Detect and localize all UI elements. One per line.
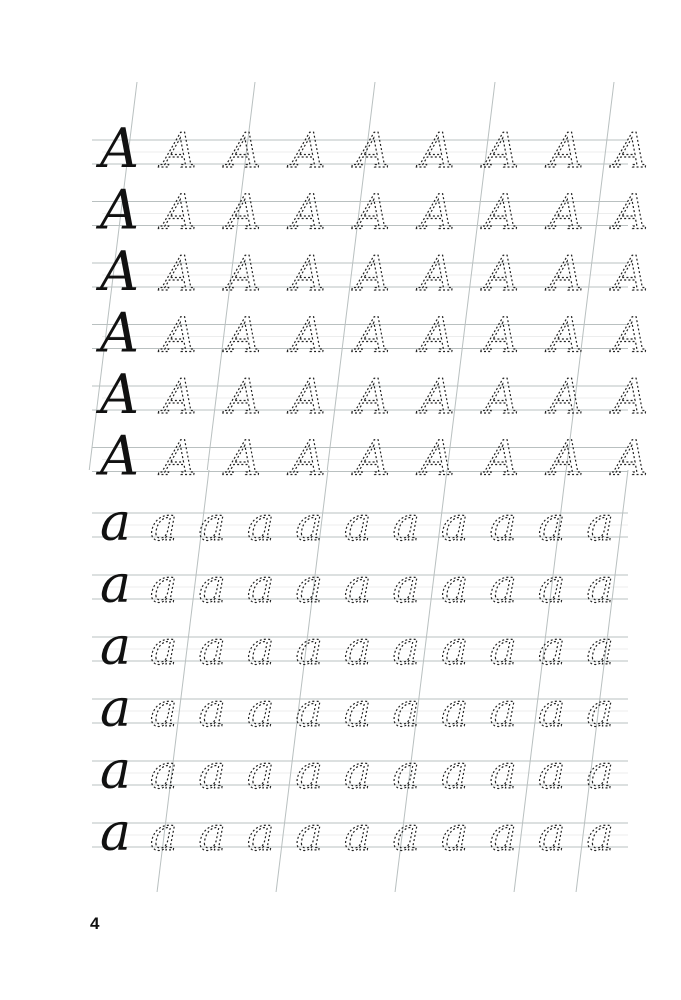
tracing-letter: a (247, 807, 275, 861)
tracing-letter: a (150, 745, 178, 799)
tracing-letter: A (420, 184, 455, 241)
tracing-letter: a (247, 683, 275, 737)
tracing-letter: a (344, 559, 372, 613)
tracing-letter: A (613, 369, 649, 425)
tracing-letter: A (162, 246, 197, 302)
tracing-letter: a (198, 559, 226, 613)
tracing-letter: A (162, 123, 197, 179)
tracing-letter: A (613, 307, 649, 364)
tracing-letter: a (538, 807, 566, 861)
tracing-letter: a (586, 621, 614, 675)
tracing-letter: a (489, 497, 517, 551)
tracing-letter: A (420, 246, 455, 302)
tracing-letter: A (549, 430, 584, 487)
model-letter: A (100, 363, 139, 426)
tracing-letter: a (344, 807, 372, 861)
tracing-letter: a (295, 683, 323, 737)
tracing-letter: A (613, 123, 649, 179)
tracing-letter: A (484, 369, 520, 425)
tracing-letter: A (355, 307, 391, 364)
tracing-letter: A (162, 369, 197, 425)
tracing-letter: a (198, 807, 226, 861)
tracing-letter: A (226, 307, 262, 364)
tracing-letter: a (150, 621, 178, 675)
tracing-letter: a (198, 745, 226, 799)
model-letter: A (100, 117, 139, 180)
model-letter: A (100, 178, 139, 242)
tracing-letter: A (162, 430, 197, 487)
tracing-letter: A (226, 123, 262, 179)
tracing-letter: a (392, 621, 420, 675)
tracing-letter: A (420, 307, 455, 364)
tracing-letter: a (247, 621, 275, 675)
model-letter: A (100, 424, 139, 488)
tracing-letter: A (613, 246, 649, 302)
tracing-letter: A (420, 369, 455, 425)
tracing-letter: a (198, 683, 226, 737)
tracing-letter: A (162, 184, 197, 241)
tracing-letter: A (226, 369, 262, 425)
tracing-letter: A (549, 246, 584, 302)
tracing-letter: A (355, 430, 391, 487)
model-letter: A (100, 301, 139, 365)
tracing-letter: a (489, 807, 517, 861)
model-letter: a (100, 493, 132, 553)
tracing-letter: a (489, 621, 517, 675)
model-letter: a (100, 679, 132, 739)
tracing-letter: A (420, 123, 455, 179)
tracing-letter: A (549, 184, 584, 241)
tracing-letter: A (162, 307, 197, 364)
tracing-letter: a (344, 683, 372, 737)
tracing-letter: a (295, 807, 323, 861)
tracing-letter: A (291, 369, 326, 425)
tracing-letter: a (198, 621, 226, 675)
tracing-letter: a (441, 497, 469, 551)
tracing-letter: a (247, 497, 275, 551)
tracing-letter: A (613, 430, 649, 487)
tracing-letter: A (420, 430, 455, 487)
model-letter: a (100, 803, 132, 863)
tracing-letter: a (441, 621, 469, 675)
tracing-letter: a (198, 497, 226, 551)
tracing-letter: A (484, 307, 520, 364)
tracing-letter: a (344, 497, 372, 551)
tracing-letter: a (392, 807, 420, 861)
tracing-letter: a (538, 497, 566, 551)
tracing-letter: a (586, 559, 614, 613)
tracing-letter: a (489, 559, 517, 613)
tracing-letter: a (150, 497, 178, 551)
tracing-letter: A (226, 246, 262, 302)
tracing-letter: a (441, 745, 469, 799)
tracing-letter: a (295, 621, 323, 675)
tracing-letter: a (344, 621, 372, 675)
tracing-letter: a (392, 559, 420, 613)
model-letter: A (100, 240, 139, 303)
tracing-letter: A (355, 123, 391, 179)
page-number: 4 (90, 914, 100, 933)
tracing-letter: A (549, 307, 584, 364)
tracing-letter: a (392, 745, 420, 799)
tracing-letter: A (355, 369, 391, 425)
tracing-letter: a (586, 497, 614, 551)
tracing-letter: a (586, 745, 614, 799)
tracing-letter: A (291, 430, 326, 487)
tracing-letter: A (291, 123, 326, 179)
tracing-letter: A (355, 184, 391, 241)
tracing-letter: A (549, 369, 584, 425)
tracing-letter: A (484, 184, 520, 241)
tracing-letter: a (150, 807, 178, 861)
model-letter: a (100, 617, 132, 677)
tracing-letter: A (355, 246, 391, 302)
tracing-letter: a (586, 807, 614, 861)
tracing-letter: a (247, 745, 275, 799)
tracing-letter: a (295, 745, 323, 799)
tracing-letter: A (291, 184, 326, 241)
tracing-letter: a (538, 745, 566, 799)
tracing-letter: a (489, 745, 517, 799)
tracing-letter: a (392, 683, 420, 737)
tracing-letter: a (247, 559, 275, 613)
tracing-letter: A (484, 246, 520, 302)
model-letter: a (100, 741, 132, 801)
tracing-letter: a (441, 559, 469, 613)
tracing-letter: a (150, 559, 178, 613)
tracing-letter: a (489, 683, 517, 737)
tracing-letter: A (613, 184, 649, 241)
tracing-letter: a (441, 807, 469, 861)
tracing-letter: A (291, 246, 326, 302)
tracing-letter: A (291, 307, 326, 364)
tracing-letter: A (484, 430, 520, 487)
tracing-letter: a (150, 683, 178, 737)
tracing-letter: A (549, 123, 584, 179)
tracing-letter: a (538, 559, 566, 613)
tracing-letter: a (586, 683, 614, 737)
tracing-letter: a (538, 621, 566, 675)
tracing-letter: a (295, 559, 323, 613)
model-letter: a (100, 555, 132, 615)
tracing-letter: a (538, 683, 566, 737)
letter-practice-rows (95, 117, 648, 863)
tracing-letter: A (226, 430, 262, 487)
tracing-letter: a (392, 497, 420, 551)
tracing-letter: A (484, 123, 520, 179)
tracing-letter: a (344, 745, 372, 799)
tracing-letter: a (295, 497, 323, 551)
tracing-letter: a (441, 683, 469, 737)
tracing-letter: A (226, 184, 262, 241)
